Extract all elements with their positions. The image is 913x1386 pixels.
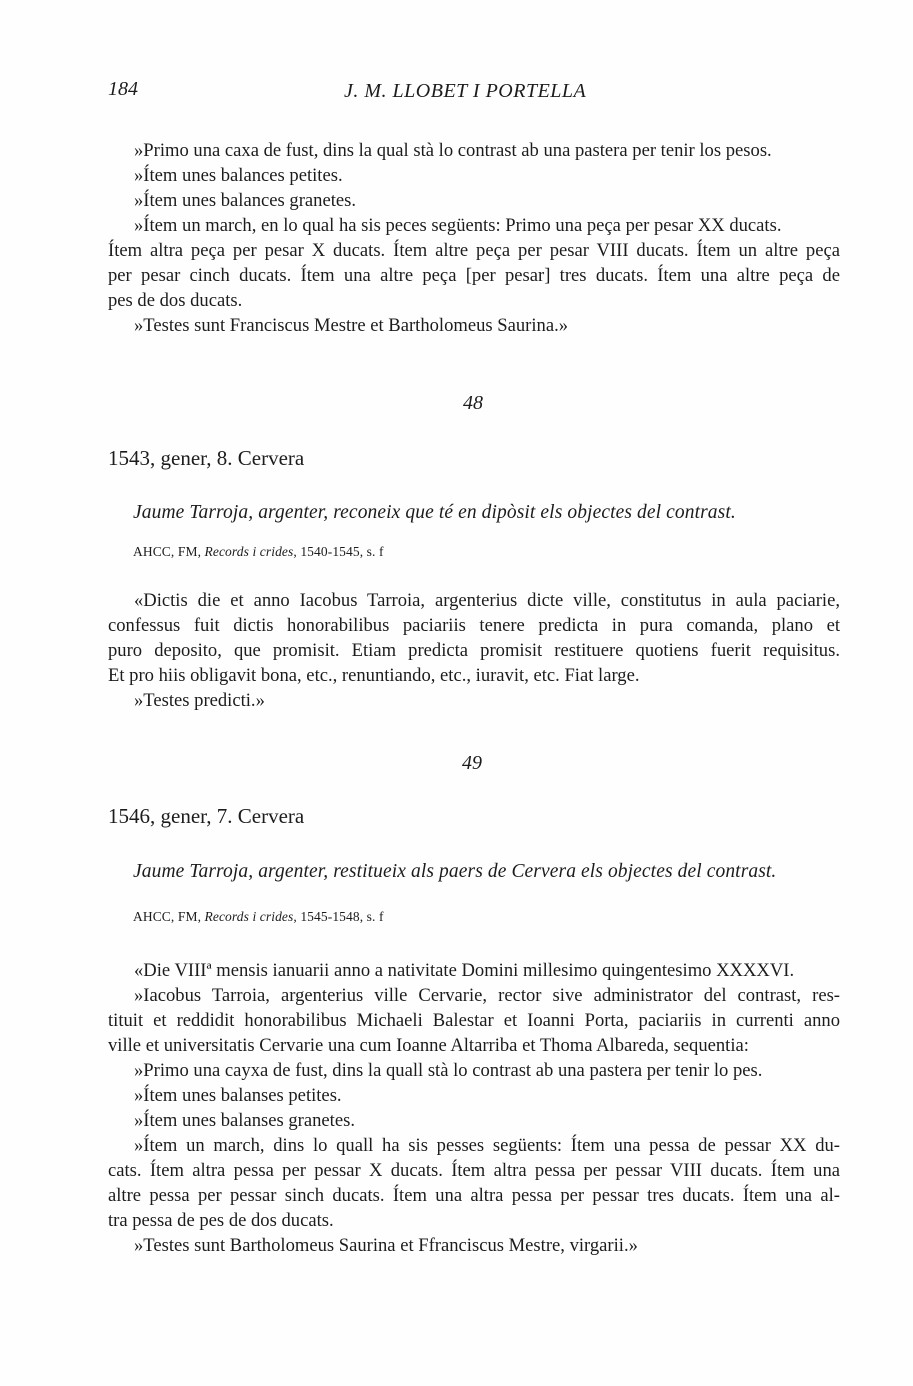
text-line: ville et universitatis Cervarie una cum Ioanne Altarriba et Thoma Albareda, sequentia: — [108, 1035, 749, 1056]
document-summary: Jaume Tarroja, argenter, restitueix als paers de Cervera els objectes del contrast. — [133, 861, 777, 882]
text-line: «Die VIIIª mensis ianuarii anno a nativitate Domini millesimo quingentesimo XXXXVI. — [134, 960, 795, 981]
text-line: »Ítem unes balances granetes. — [134, 190, 356, 211]
source-prefix: AHCC, FM, — [133, 544, 205, 559]
text-line: altre pessa per pessar sinch ducats. Ítem una altra pessa per pessar tres ducats. Ítem una al- — [108, 1185, 840, 1206]
source-title: Records i crides — [204, 909, 294, 924]
text-line: cats. Ítem altra pessa per pessar X ducats. Ítem altra pessa per pessar VIII ducats. Ítem una — [108, 1160, 840, 1181]
source-title: Records i crides — [204, 544, 294, 559]
page-number: 184 — [108, 78, 138, 100]
text-line: Et pro hiis obligavit bona, etc., renuntiando, etc., iuravit, etc. Fiat large. — [108, 665, 640, 686]
text-line: «Dictis die et anno Iacobus Tarroia, argenterius dicte ville, constitutus in aula paciarie, — [134, 590, 840, 611]
text-line: »Ítem unes balances petites. — [134, 165, 343, 186]
text-line: per pesar cinch ducats. Ítem una altre peça [per pesar] tres ducats. Ítem una altre peça de — [108, 265, 840, 286]
text-line: »Ítem un march, dins lo quall ha sis pesses següents: Ítem una pessa de pessar XX du- — [134, 1135, 840, 1156]
text-line: »Testes sunt Bartholomeus Saurina et Ffranciscus Mestre, virgarii.» — [134, 1235, 638, 1256]
text-line: »Testes sunt Franciscus Mestre et Bartholomeus Saurina.» — [134, 315, 569, 336]
document-transcription — [108, 588, 840, 713]
text-line: »Iacobus Tarroia, argenterius ville Cervarie, rector sive administrator del contrast, res- — [134, 985, 840, 1006]
text-line: »Testes predicti.» — [134, 690, 265, 711]
document-date-place: 1546, gener, 7. Cervera — [108, 804, 305, 828]
source-suffix: , 1545-1548, s. f — [293, 909, 384, 924]
text-line: tituit et reddidit honorabilibus Michaeli Balestar et Ioanni Porta, paciariis in currenti anno — [108, 1010, 840, 1031]
text-line: puro deposito, que promisit. Etiam predicta promisit restituere quotiens fuerit requisitus. — [108, 640, 840, 661]
text-line: »Ítem unes balanses petites. — [134, 1085, 342, 1106]
page-header — [108, 78, 728, 108]
running-head: J. M. LLOBET I PORTELLA — [344, 80, 587, 102]
document-number: 49 — [462, 752, 482, 774]
text-line: Ítem altra peça per pesar X ducats. Ítem altre peça per pesar VIII ducats. Ítem un altre peça — [108, 240, 840, 261]
document-summary: Jaume Tarroja, argenter, reconeix que té en dipòsit els objectes del contrast. — [133, 502, 736, 523]
document-number: 48 — [463, 392, 483, 414]
text-line: »Ítem un march, en lo qual ha sis peces següents: Primo una peça per pesar XX ducats. — [134, 215, 782, 236]
text-line: »Ítem unes balanses granetes. — [134, 1110, 355, 1131]
archival-source — [133, 909, 384, 925]
continuation-text — [108, 138, 840, 338]
text-line: pes de dos ducats. — [108, 290, 243, 311]
text-line: tra pessa de pes de dos ducats. — [108, 1210, 334, 1231]
document-date-place: 1543, gener, 8. Cervera — [108, 446, 305, 470]
source-suffix: , 1540-1545, s. f — [293, 544, 384, 559]
archival-source — [133, 544, 384, 560]
document-transcription — [108, 958, 840, 1258]
text-line: »Primo una cayxa de fust, dins la quall stà lo contrast ab una pastera per tenir lo pes. — [134, 1060, 763, 1081]
text-line: confessus fuit dictis honorabilibus paciariis tenere predicta in pura comanda, plano et — [108, 615, 840, 636]
text-line: »Primo una caxa de fust, dins la qual stà lo contrast ab una pastera per tenir los pesos. — [134, 140, 772, 161]
source-prefix: AHCC, FM, — [133, 909, 205, 924]
